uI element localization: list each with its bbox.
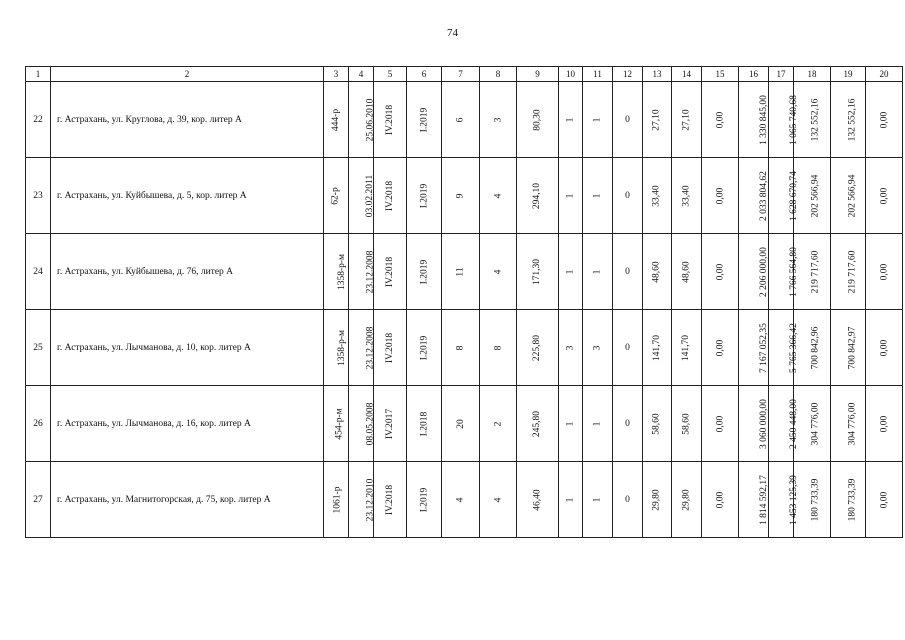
- cell-c10: [559, 310, 583, 386]
- column-number-5: 5: [374, 67, 407, 82]
- cell-text: I.2019: [418, 107, 429, 132]
- cell-text: 23.12.2010: [365, 478, 376, 521]
- cell-c20: [866, 462, 903, 538]
- cell-text: 4: [455, 497, 466, 502]
- cell-text: 1: [565, 117, 576, 122]
- cell-text: 700 842,97: [847, 326, 858, 369]
- column-number-13: 13: [643, 67, 672, 82]
- cell-c20: [866, 386, 903, 462]
- cell-text: 0: [625, 342, 630, 353]
- cell-c13: [643, 234, 672, 310]
- cell-c20: [866, 82, 903, 158]
- cell-text: 2 450 448,00: [788, 398, 799, 449]
- cell-c8: [480, 82, 517, 158]
- cell-c17: [769, 82, 799, 158]
- column-number-14: 14: [672, 67, 702, 82]
- cell-text: 4: [493, 193, 503, 198]
- cell-c5: [374, 310, 407, 386]
- cell-c6: [407, 310, 442, 386]
- cell-c14: [672, 386, 702, 462]
- column-number-row: [26, 67, 903, 82]
- cell-text: 180 733,39: [810, 478, 821, 521]
- cell-c8: [480, 310, 517, 386]
- cell-c8: [480, 462, 517, 538]
- cell-n: [26, 234, 51, 310]
- cell-text: 294,10: [532, 182, 543, 209]
- cell-c20: [866, 158, 903, 234]
- cell-text: 0,00: [879, 263, 889, 280]
- cell-c12: [613, 386, 643, 462]
- cell-text: 0: [625, 266, 630, 277]
- cell-text: 0: [625, 418, 630, 429]
- table-row: [26, 386, 903, 462]
- cell-c15: [702, 82, 739, 158]
- table-row: [26, 158, 903, 234]
- cell-c9: [517, 158, 559, 234]
- cell-c13: [643, 310, 672, 386]
- cell-c12: [613, 310, 643, 386]
- cell-text: 180 733,39: [847, 478, 858, 521]
- cell-text: 4: [493, 269, 503, 274]
- cell-text: 444-р: [330, 108, 341, 131]
- cell-text: 03.02.2011: [365, 174, 376, 217]
- cell-c10: [559, 82, 583, 158]
- cell-text: 1 330 845,00: [758, 94, 769, 145]
- cell-text: 454-р-м: [334, 407, 345, 440]
- cell-text: 9: [455, 193, 466, 198]
- cell-c13: [643, 82, 672, 158]
- column-number-20: 20: [866, 67, 903, 82]
- cell-text: 1: [592, 421, 603, 426]
- cell-c10: [559, 158, 583, 234]
- cell-text: 304 776,00: [810, 402, 821, 445]
- cell-text: 4: [493, 497, 503, 502]
- cell-c9: [517, 234, 559, 310]
- table-row: [26, 234, 903, 310]
- cell-text: 1: [565, 193, 576, 198]
- cell-c12: [613, 234, 643, 310]
- cell-c6: [407, 386, 442, 462]
- column-number-6: 6: [407, 67, 442, 82]
- page-number: 74: [447, 27, 458, 39]
- cell-c7: [442, 234, 480, 310]
- cell-text: г. Астрахань, ул. Лычманова, д. 16, кор. литер А: [57, 418, 251, 429]
- cell-text: 27: [33, 494, 43, 505]
- cell-text: 29,80: [681, 488, 692, 511]
- cell-doc-date: [349, 386, 374, 462]
- cell-doc-date: [349, 158, 374, 234]
- cell-c7: [442, 158, 480, 234]
- cell-text: 3 060 000,00: [758, 398, 769, 449]
- cell-c5: [374, 158, 407, 234]
- cell-text: 25: [33, 342, 43, 353]
- cell-c17: [769, 158, 799, 234]
- cell-c15: [702, 462, 739, 538]
- cell-text: 0,00: [879, 111, 889, 128]
- cell-c15: [702, 234, 739, 310]
- column-number-4: 4: [349, 67, 374, 82]
- cell-text: 1: [592, 497, 603, 502]
- cell-text: 29,80: [652, 488, 662, 511]
- cell-c12: [613, 82, 643, 158]
- cell-text: 48,60: [652, 260, 662, 283]
- cell-text: 219 717,60: [810, 250, 821, 293]
- cell-c9: [517, 386, 559, 462]
- cell-text: 0,00: [715, 415, 725, 432]
- cell-text: 245,80: [532, 410, 543, 437]
- cell-text: 5 765 366,42: [788, 322, 799, 373]
- cell-c19: [831, 386, 866, 462]
- cell-c19: [831, 462, 866, 538]
- cell-doc-date: [349, 82, 374, 158]
- cell-c16: [739, 386, 769, 462]
- table-row: [26, 462, 903, 538]
- column-number-9: 9: [517, 67, 559, 82]
- cell-c16: [739, 158, 769, 234]
- column-number-7: 7: [442, 67, 480, 82]
- cell-text: 0,00: [715, 491, 725, 508]
- cell-text: 46,40: [532, 488, 543, 511]
- cell-c19: [831, 310, 866, 386]
- cell-text: 24: [33, 266, 43, 277]
- column-number-18: 18: [794, 67, 831, 82]
- cell-c5: [374, 234, 407, 310]
- cell-text: 27,10: [652, 108, 662, 131]
- cell-c11: [583, 158, 613, 234]
- cell-c18: [794, 158, 831, 234]
- cell-text: 1: [565, 269, 576, 274]
- cell-c10: [559, 462, 583, 538]
- cell-text: 1: [592, 193, 603, 198]
- column-number-15: 15: [702, 67, 739, 82]
- cell-text: 6: [455, 117, 466, 122]
- column-number-8: 8: [480, 67, 517, 82]
- cell-c11: [583, 82, 613, 158]
- cell-text: 0,00: [879, 491, 889, 508]
- cell-n: [26, 82, 51, 158]
- cell-c8: [480, 386, 517, 462]
- cell-text: 2: [493, 421, 503, 426]
- cell-text: IV.2018: [385, 484, 395, 515]
- cell-text: 0: [625, 494, 630, 505]
- cell-c5: [374, 386, 407, 462]
- cell-text: 1: [565, 497, 576, 502]
- cell-text: 1: [592, 269, 603, 274]
- cell-c11: [583, 310, 613, 386]
- cell-text: 33,40: [681, 184, 692, 207]
- cell-text: IV.2018: [385, 256, 395, 287]
- table-row: [26, 82, 903, 158]
- cell-text: 141,70: [681, 334, 692, 361]
- cell-c13: [643, 158, 672, 234]
- cell-text: 171,30: [532, 258, 543, 285]
- cell-c11: [583, 462, 613, 538]
- cell-text: 1 766 564,80: [788, 246, 799, 297]
- cell-text: 7 167 052,35: [758, 322, 769, 373]
- cell-c9: [517, 462, 559, 538]
- cell-doc-date: [349, 234, 374, 310]
- cell-text: IV.2017: [385, 408, 395, 439]
- cell-address: [51, 82, 324, 158]
- cell-c18: [794, 386, 831, 462]
- cell-c16: [739, 462, 769, 538]
- cell-text: 1 065 740,68: [788, 94, 799, 145]
- cell-text: г. Астрахань, ул. Магнитогорская, д. 75, кор. литер А: [57, 494, 271, 505]
- cell-c8: [480, 158, 517, 234]
- column-number-16: 16: [739, 67, 769, 82]
- cell-text: I.2019: [418, 487, 429, 512]
- cell-text: 0,00: [879, 415, 889, 432]
- cell-c6: [407, 82, 442, 158]
- cell-text: 33,40: [652, 184, 662, 207]
- cell-text: г. Астрахань, ул. Лычманова, д. 10, кор. литер А: [57, 342, 251, 353]
- cell-c12: [613, 462, 643, 538]
- cell-text: I.2019: [418, 335, 429, 360]
- cell-text: г. Астрахань, ул. Круглова, д. 39, кор. литер А: [57, 114, 242, 125]
- cell-text: 62-р: [330, 186, 341, 205]
- cell-doc-no: [324, 310, 349, 386]
- cell-text: 304 776,00: [847, 402, 858, 445]
- cell-text: 58,60: [652, 412, 662, 435]
- cell-c17: [769, 310, 799, 386]
- cell-c15: [702, 158, 739, 234]
- cell-doc-date: [349, 310, 374, 386]
- cell-address: [51, 158, 324, 234]
- cell-c14: [672, 310, 702, 386]
- table-row: [26, 310, 903, 386]
- cell-text: 0: [625, 190, 630, 201]
- cell-c18: [794, 310, 831, 386]
- cell-text: 132 552,16: [810, 98, 821, 141]
- cell-text: 0,00: [715, 187, 725, 204]
- cell-c9: [517, 82, 559, 158]
- cell-text: IV.2018: [385, 104, 395, 135]
- cell-text: 202 566,94: [810, 174, 821, 217]
- cell-text: IV.2018: [385, 180, 395, 211]
- column-number-3: 3: [324, 67, 349, 82]
- cell-c7: [442, 82, 480, 158]
- cell-text: 23.12.2008: [365, 326, 376, 369]
- cell-c13: [643, 386, 672, 462]
- cell-c14: [672, 234, 702, 310]
- cell-c17: [769, 234, 799, 310]
- cell-c17: [769, 462, 799, 538]
- cell-text: 219 717,60: [847, 250, 858, 293]
- cell-c5: [374, 462, 407, 538]
- cell-text: 11: [455, 266, 466, 277]
- cell-text: 202 566,94: [847, 174, 858, 217]
- cell-text: 48,60: [681, 260, 692, 283]
- cell-text: 3: [565, 345, 576, 350]
- cell-c20: [866, 234, 903, 310]
- cell-n: [26, 310, 51, 386]
- cell-c6: [407, 462, 442, 538]
- cell-c13: [643, 462, 672, 538]
- cell-c12: [613, 158, 643, 234]
- cell-text: 0,00: [715, 111, 725, 128]
- cell-text: 132 552,16: [847, 98, 858, 141]
- cell-c7: [442, 310, 480, 386]
- cell-text: 1: [592, 117, 603, 122]
- column-number-11: 11: [583, 67, 613, 82]
- cell-text: 0,00: [715, 263, 725, 280]
- cell-c9: [517, 310, 559, 386]
- cell-text: 225,80: [532, 334, 543, 361]
- column-number-12: 12: [613, 67, 643, 82]
- cell-n: [26, 158, 51, 234]
- cell-c16: [739, 82, 769, 158]
- cell-c19: [831, 82, 866, 158]
- cell-doc-no: [324, 158, 349, 234]
- data-table: [25, 66, 889, 546]
- cell-text: 23.12.2008: [365, 250, 376, 293]
- cell-c11: [583, 386, 613, 462]
- cell-text: IV.2018: [385, 332, 395, 363]
- cell-text: 1358-р-м: [337, 329, 348, 366]
- cell-doc-date: [349, 462, 374, 538]
- cell-text: 141,70: [652, 334, 662, 361]
- cell-c8: [480, 234, 517, 310]
- column-number-17: 17: [769, 67, 794, 82]
- cell-text: 0,00: [879, 187, 889, 204]
- cell-text: г. Астрахань, ул. Куйбышева, д. 5, кор. литер А: [57, 190, 247, 201]
- cell-c19: [831, 158, 866, 234]
- column-number-2: 2: [51, 67, 324, 82]
- cell-c6: [407, 234, 442, 310]
- cell-text: I.2019: [418, 259, 429, 284]
- cell-text: 2 033 804,62: [758, 170, 769, 221]
- cell-c7: [442, 386, 480, 462]
- cell-c18: [794, 462, 831, 538]
- cell-text: I.2019: [418, 183, 429, 208]
- cell-c19: [831, 234, 866, 310]
- cell-text: 20: [455, 418, 466, 429]
- cell-address: [51, 310, 324, 386]
- cell-doc-no: [324, 82, 349, 158]
- cell-text: 1 453 125,39: [788, 474, 799, 525]
- cell-text: 08.05.2008: [365, 402, 376, 445]
- cell-c15: [702, 386, 739, 462]
- cell-address: [51, 386, 324, 462]
- cell-c7: [442, 462, 480, 538]
- cell-text: 8: [493, 345, 503, 350]
- cell-text: 700 842,96: [810, 326, 821, 369]
- cell-text: 1 628 670,74: [788, 170, 799, 221]
- cell-text: 22: [33, 114, 43, 125]
- cell-c16: [739, 234, 769, 310]
- cell-text: 26: [33, 418, 43, 429]
- cell-text: 3: [493, 117, 503, 122]
- cell-text: 0: [625, 114, 630, 125]
- cell-c10: [559, 386, 583, 462]
- cell-text: I.2018: [418, 411, 429, 436]
- cell-c17: [769, 386, 799, 462]
- cell-text: 3: [592, 345, 603, 350]
- cell-text: 0,00: [715, 339, 725, 356]
- cell-text: 27,10: [681, 108, 692, 131]
- cell-c5: [374, 82, 407, 158]
- cell-c20: [866, 310, 903, 386]
- cell-c14: [672, 158, 702, 234]
- column-number-19: 19: [831, 67, 866, 82]
- cell-n: [26, 386, 51, 462]
- cell-text: 8: [455, 345, 466, 350]
- cell-text: 25.06.2010: [365, 98, 376, 141]
- cell-c11: [583, 234, 613, 310]
- cell-c18: [794, 234, 831, 310]
- cell-text: 1061-р: [332, 486, 343, 513]
- cell-n: [26, 462, 51, 538]
- cell-c14: [672, 462, 702, 538]
- cell-text: 58,60: [681, 412, 692, 435]
- cell-address: [51, 462, 324, 538]
- cell-text: 1: [565, 421, 576, 426]
- column-number-1: 1: [26, 67, 51, 82]
- cell-text: 80,30: [532, 108, 543, 131]
- cell-c15: [702, 310, 739, 386]
- cell-text: г. Астрахань, ул. Куйбышева, д. 76, литер А: [57, 266, 234, 277]
- cell-text: 2 206 000,00: [758, 246, 769, 297]
- cell-c14: [672, 82, 702, 158]
- cell-doc-no: [324, 234, 349, 310]
- cell-doc-no: [324, 386, 349, 462]
- cell-c16: [739, 310, 769, 386]
- cell-text: 1358-р-м: [337, 253, 348, 290]
- column-number-10: 10: [559, 67, 583, 82]
- cell-doc-no: [324, 462, 349, 538]
- cell-c10: [559, 234, 583, 310]
- cell-c6: [407, 158, 442, 234]
- cell-text: 0,00: [879, 339, 889, 356]
- cell-c18: [794, 82, 831, 158]
- cell-text: 1 814 592,17: [758, 474, 769, 525]
- cell-address: [51, 234, 324, 310]
- cell-text: 23: [33, 190, 43, 201]
